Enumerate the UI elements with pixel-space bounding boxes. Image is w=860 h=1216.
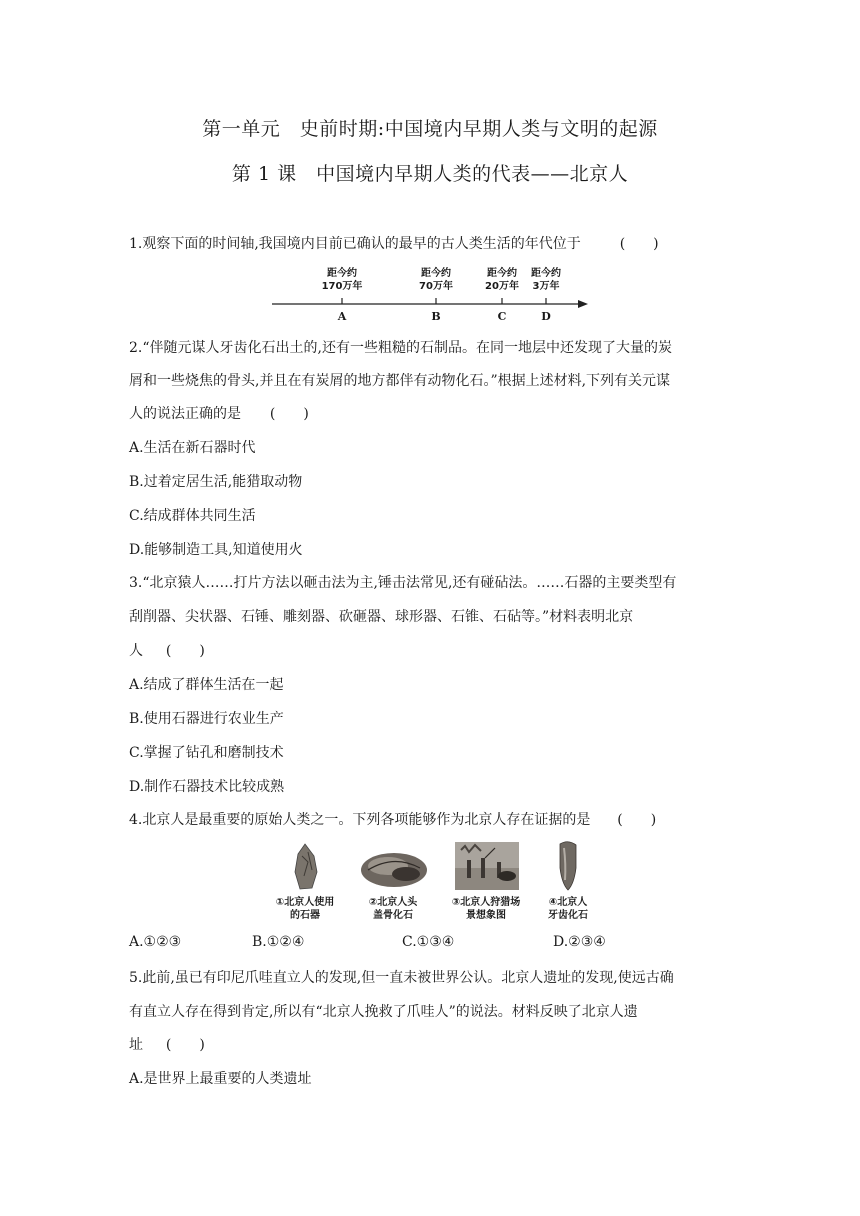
picture-2-caption: ②北京人头 盖骨化石: [368, 897, 418, 921]
option-c: C.结成群体共同生活: [129, 508, 256, 524]
question-2-stem-end: 人的说法正确的是: [129, 406, 241, 422]
skull-image: [358, 846, 430, 890]
timeline-label-b: 距今约 70万年: [419, 268, 453, 292]
question-2-line-3: [129, 404, 309, 424]
timeline-label-c: 距今约 20万年: [485, 268, 519, 292]
question-2-line-2: 屑和一些烧焦的骨头,并且在有炭屑的地方都伴有动物化石。”根据上述材料,下列有关元谋: [129, 373, 671, 389]
timeline-letter-d: D: [541, 310, 551, 323]
picture-3-caption: ③北京人狩猎场 景想象图: [451, 897, 521, 921]
option-b: B.使用石器进行农业生产: [129, 711, 284, 727]
option-d: D.能够制造工具,知道使用火: [129, 542, 303, 558]
tooth-image: [554, 840, 582, 892]
answer-paren: ( ): [269, 406, 309, 422]
question-3-stem-end: 人: [129, 643, 143, 659]
option-a: A.生活在新石器时代: [129, 440, 256, 456]
answer-paren: ( ): [619, 236, 659, 252]
timeline-letter-c: C: [497, 310, 507, 323]
choice-a: A.①②③: [129, 934, 182, 950]
question-4-stem: 4.北京人是最重要的原始人类之一。下列各项能够作为北京人存在证据的是: [129, 812, 591, 828]
question-4: [129, 810, 656, 830]
picture-1-caption: ①北京人使用 的石器: [275, 897, 335, 921]
question-1-stem: 1.观察下面的时间轴,我国境内目前已确认的最早的古人类生活的年代位于: [129, 236, 581, 252]
lesson-title: 第 1 课 中国境内早期人类的代表——北京人: [231, 163, 629, 185]
question-2-line-1: 2.“伴随元谋人牙齿化石出土的,还有一些粗糙的石制品。在同一地层中还发现了大量的炭: [129, 340, 672, 356]
answer-paren: ( ): [165, 643, 205, 659]
timeline-letter-b: B: [431, 310, 441, 323]
timeline-label-d: 距今约 3万年: [531, 268, 561, 292]
question-3-line-1: 3.“北京猿人……打片方法以砸击法为主,锤击法常见,还有碰砧法。……石器的主要类型有: [129, 575, 677, 591]
question-5-line-3: [129, 1035, 205, 1055]
hunting-scene-image: [455, 842, 519, 890]
picture-4-caption: ④北京人 牙齿化石: [548, 897, 588, 921]
question-1: [129, 234, 659, 254]
option-a: A.是世界上最重要的人类遗址: [129, 1071, 312, 1087]
unit-title: 第一单元 史前时期:中国境内早期人类与文明的起源: [202, 118, 658, 140]
question-3-line-3: [129, 641, 205, 661]
answer-paren: ( ): [617, 812, 657, 828]
option-d: D.制作石器技术比较成熟: [129, 779, 285, 795]
choice-b: B.①②④: [252, 934, 305, 950]
question-5-line-1: 5.此前,虽已有印尼爪哇直立人的发现,但一直未被世界公认。北京人遗址的发现,使远古确: [129, 970, 674, 986]
timeline-label-a: 距今约 170万年: [321, 268, 363, 292]
timeline-letter-a: A: [337, 310, 347, 323]
choice-c: C.①③④: [402, 934, 455, 950]
question-3-line-2: 刮削器、尖状器、石锤、雕刻器、砍砸器、球形器、石锥、石砧等。”材料表明北京: [129, 609, 634, 625]
timeline: [268, 264, 593, 326]
option-b: B.过着定居生活,能猎取动物: [129, 474, 303, 490]
choice-d: D.②③④: [553, 934, 606, 950]
answer-paren: ( ): [165, 1037, 205, 1053]
stone-tool-image: [290, 842, 320, 892]
option-c: C.掌握了钻孔和磨制技术: [129, 745, 284, 761]
option-a: A.结成了群体生活在一起: [129, 677, 284, 693]
evidence-pictures: [262, 838, 612, 928]
question-5-stem-end: 址: [129, 1037, 143, 1053]
question-5-line-2: 有直立人存在得到肯定,所以有“北京人挽救了爪哇人”的说法。材料反映了北京人遗: [129, 1004, 638, 1020]
